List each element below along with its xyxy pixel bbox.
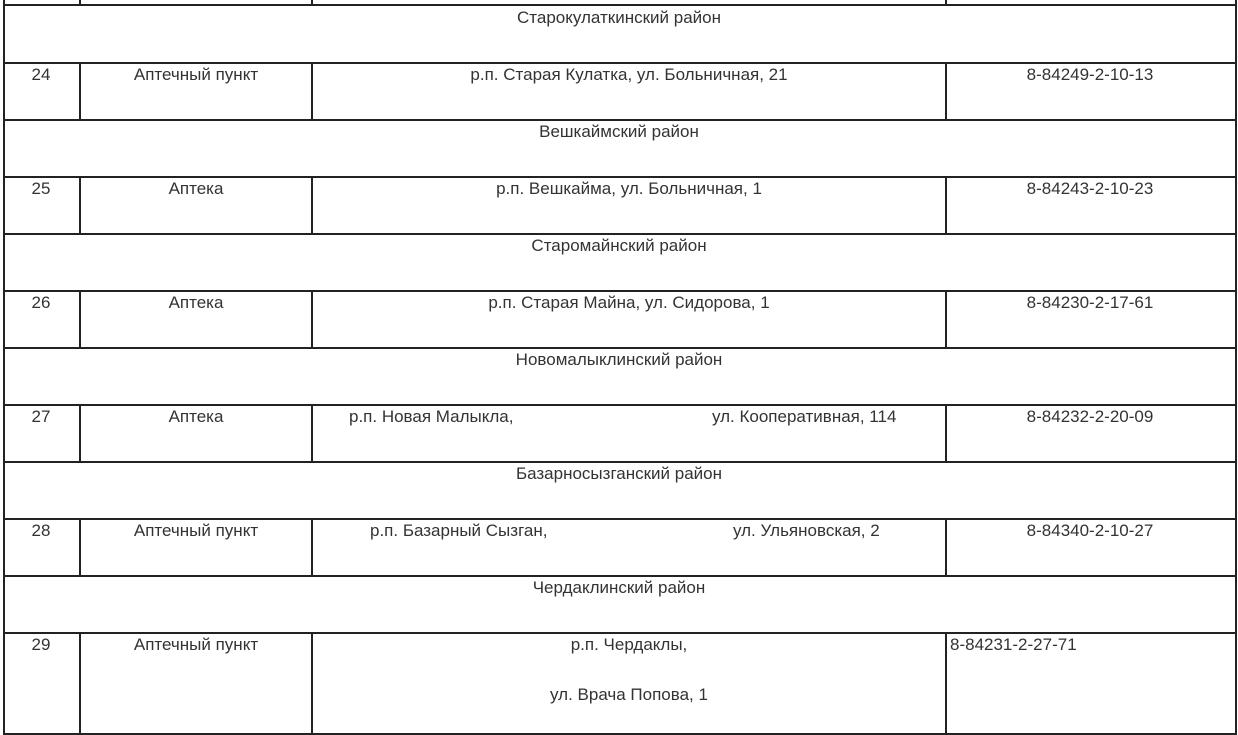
table-border xyxy=(79,632,81,735)
row-number: 25 xyxy=(31,179,51,198)
table-border xyxy=(945,404,947,463)
table-border xyxy=(79,404,81,463)
pharmacy-name: Аптечный пункт xyxy=(133,635,259,654)
pharmacy-address: р.п. Старая Майна, ул. Сидорова, 1 xyxy=(488,293,770,312)
pharmacy-phone: 8-84340-2-10-27 xyxy=(1026,521,1154,540)
district-header: Вешкаймский район xyxy=(539,122,699,141)
table-border xyxy=(3,290,1237,292)
district-header: Чердаклинский район xyxy=(532,578,706,597)
table-border xyxy=(79,290,81,349)
table-border xyxy=(311,290,313,349)
row-number: 28 xyxy=(31,521,51,540)
district-header: Старокулаткинский район xyxy=(517,8,721,27)
pharmacy-name: Аптека xyxy=(168,407,224,426)
row-number: 29 xyxy=(31,635,51,654)
district-header: Старомайнский район xyxy=(531,236,707,255)
table-border xyxy=(3,233,1237,235)
pharmacy-phone: 8-84232-2-20-09 xyxy=(1026,407,1154,426)
table-border xyxy=(79,62,81,121)
table-border xyxy=(3,575,1237,577)
pharmacy-name: Аптечный пункт xyxy=(133,521,259,540)
table-border xyxy=(3,4,1237,6)
table-border xyxy=(945,176,947,235)
table-border xyxy=(945,62,947,121)
pharmacy-address: р.п. Старая Кулатка, ул. Больничная, 21 xyxy=(470,65,788,84)
table-border xyxy=(1235,0,1237,735)
table-border xyxy=(3,518,1237,520)
pharmacy-phone: 8-84249-2-10-13 xyxy=(1026,65,1154,84)
pharmacy-address-locality: р.п. Базарный Сызган, xyxy=(370,521,548,540)
table-border xyxy=(79,518,81,577)
table-border xyxy=(311,518,313,577)
table-border xyxy=(945,290,947,349)
pharmacy-address-street: ул. Врача Попова, 1 xyxy=(550,685,708,704)
district-header: Новомалыклинский район xyxy=(515,350,723,369)
table-border xyxy=(3,0,5,735)
pharmacy-address-street: ул. Кооперативная, 114 xyxy=(712,407,897,426)
pharmacy-phone: 8-84243-2-10-23 xyxy=(1026,179,1154,198)
pharmacy-name: Аптека xyxy=(168,179,224,198)
table-border xyxy=(311,176,313,235)
pharmacy-name: Аптечный пункт xyxy=(133,65,259,84)
table-border xyxy=(3,62,1237,64)
table-border xyxy=(945,0,947,5)
table-border xyxy=(79,176,81,235)
table-border xyxy=(311,632,313,735)
table-border xyxy=(3,176,1237,178)
row-number: 24 xyxy=(31,65,51,84)
row-number: 27 xyxy=(31,407,51,426)
row-number: 26 xyxy=(31,293,51,312)
pharmacy-phone: 8-84230-2-17-61 xyxy=(1026,293,1154,312)
table-border xyxy=(3,404,1237,406)
table-border xyxy=(79,0,81,5)
pharmacy-address-locality: р.п. Новая Малыкла, xyxy=(349,407,514,426)
pharmacy-address-street: ул. Ульяновская, 2 xyxy=(733,521,880,540)
pharmacy-address-locality: р.п. Чердаклы, xyxy=(570,635,688,654)
table-border xyxy=(311,62,313,121)
table-border xyxy=(3,347,1237,349)
table-border xyxy=(3,461,1237,463)
district-header: Базарносызганский район xyxy=(515,464,723,483)
pharmacy-phone: 8-84231-2-27-71 xyxy=(950,635,1077,654)
table-border xyxy=(945,632,947,735)
pharmacy-name: Аптека xyxy=(168,293,224,312)
table-border xyxy=(311,0,313,5)
table-border xyxy=(3,632,1237,634)
table-border xyxy=(945,518,947,577)
table-border xyxy=(3,119,1237,121)
pharmacy-address: р.п. Вешкайма, ул. Больничная, 1 xyxy=(496,179,762,198)
table-border xyxy=(311,404,313,463)
